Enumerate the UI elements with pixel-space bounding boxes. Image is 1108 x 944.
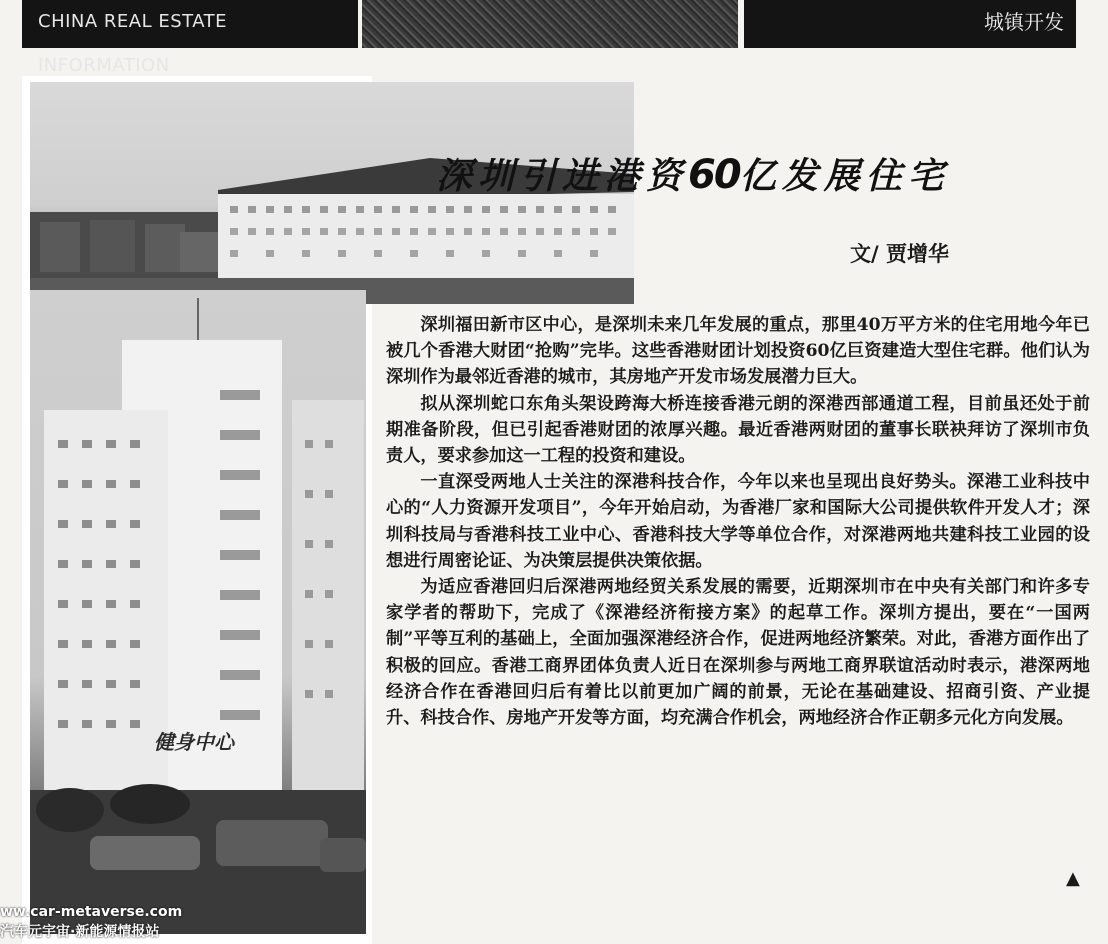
title-text-after: 亿发展住宅 xyxy=(739,155,950,197)
watermark-url: ww.car-metaverse.com xyxy=(0,904,183,920)
article-title xyxy=(436,148,950,199)
fitness-center-sign: 健身中心 xyxy=(154,730,234,754)
end-of-article-icon: ▲ xyxy=(1066,868,1080,889)
masthead-english: CHINA REAL ESTATE INFORMATION xyxy=(22,0,358,48)
watermark xyxy=(0,902,182,942)
paragraph: 一直深受两地人士关注的深港科技合作，今年以来也呈现出良好势头。深港工业科技中心的“人力资源开发项目”，今年开始启动，为香港厂家和国际大公司提供软件开发人才；深圳科技局与香港科技工业中心、香港科技大学等单位合作，对深港两地共建科技工业园的设想进行周密论证、为决策层提供决策依据。 xyxy=(386,472,1090,571)
photo-high-rise-tower xyxy=(30,290,366,934)
article-body xyxy=(386,312,1090,731)
watermark-tagline: 汽车元宇宙·新能源情报站 xyxy=(0,924,160,940)
paragraph: 为适应香港回归后深港两地经贸关系发展的需要，近期深圳市在中央有关部门和许多专家学者的帮助下，完成了《深港经济衔接方案》的起草工作。深圳方提出，要在“一国两制”平等互利的基础上，全面加强深港经济合作，促进两地经济繁荣。对此，香港方面作出了积极的回应。香港工商界团体负责人近日在深圳参与两地工商界联谊活动时表示，港深两地经济合作在香港回归后有着比以前更加广阔的前景，无论在基础建设、招商引资、产业提升、科技合作、房地产开发等方面，均充满合作机会，两地经济合作正朝多元化方向发展。 xyxy=(386,577,1090,729)
title-number: 60 xyxy=(688,152,740,198)
title-text-before: 深圳引进港资 xyxy=(436,155,689,197)
byline: 文/ 贾增华 xyxy=(850,242,949,266)
masthead-texture xyxy=(362,0,738,48)
paragraph: 拟从深圳蛇口东角头架设跨海大桥连接香港元朗的深港西部通道工程，目前虽还处于前期准备阶段，但已引起香港财团的浓厚兴趣。最近香港两财团的董事长联袂拜访了深圳市负责人，要求参加这一工程的投资和建设。 xyxy=(386,393,1090,467)
paragraph: 深圳福田新市区中心，是深圳未来几年发展的重点，那里40万平方米的住宅用地今年已被几个香港大财团“抢购”完毕。这些香港财团计划投资60亿巨资建造大型住宅群。他们认为深圳作为最邻近香港的城市，其房地产开发市场发展潜力巨大。 xyxy=(386,315,1090,388)
section-label: 城镇开发 xyxy=(744,0,1076,48)
